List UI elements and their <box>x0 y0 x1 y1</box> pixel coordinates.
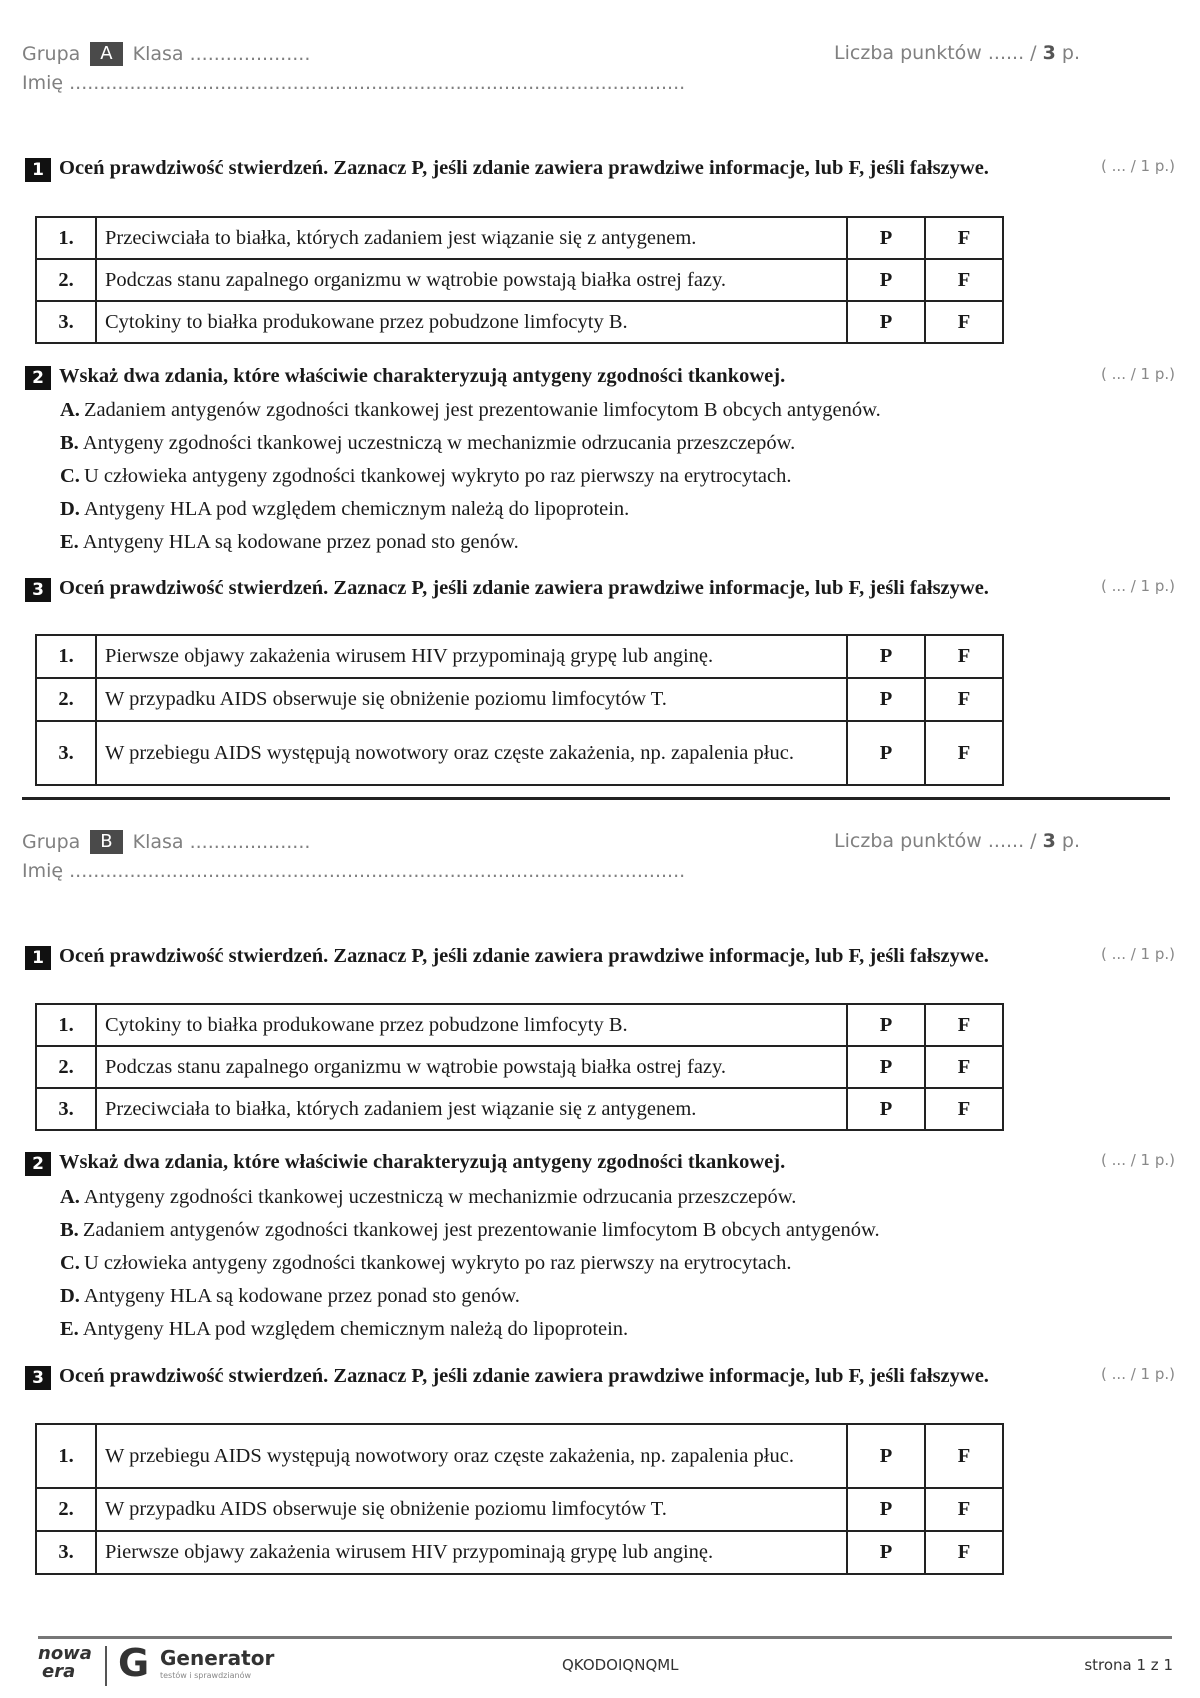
task-question: Oceń prawdziwość stwierdzeń. Zaznacz P, jeśli zdanie zawiera prawdziwe informacje, lub F, jeśli fałszywe. <box>59 945 989 967</box>
group-label: Grupa <box>22 43 81 65</box>
option-b[interactable]: B. Antygeny zgodności tkankowej uczestniczą w mechanizmie odrzucania przeszczepów. <box>60 432 796 454</box>
option-d[interactable]: D. Antygeny HLA są kodowane przez ponad sto genów. <box>60 1285 520 1307</box>
true-option[interactable]: P <box>847 635 925 678</box>
table-row: 2. W przypadku AIDS obserwuje się obniżenie poziomu limfocytów T. P F <box>36 678 1003 721</box>
table-row: 3. Pierwsze objawy zakażenia wirusem HIV przypominają grypę lub anginę. P F <box>36 1531 1003 1574</box>
class-field[interactable]: Klasa .................... <box>132 43 311 65</box>
option-d[interactable]: D. Antygeny HLA pod względem chemicznym należą do lipoprotein. <box>60 498 630 520</box>
class-field[interactable]: Klasa .................... <box>132 831 311 853</box>
table-row: 2. Podczas stanu zapalnego organizmu w wątrobie powstają białka ostrej fazy. P F <box>36 1046 1003 1088</box>
group-header <box>22 830 310 854</box>
task-number: 3 <box>25 1366 51 1390</box>
task-question: Oceń prawdziwość stwierdzeń. Zaznacz P, jeśli zdanie zawiera prawdziwe informacje, lub F, jeśli fałszywe. <box>59 157 989 179</box>
option-b[interactable]: B. Zadaniem antygenów zgodności tkankowej jest prezentowanie limfocytom B obcych antygenów. <box>60 1219 880 1241</box>
true-option[interactable]: P <box>847 301 925 343</box>
option-e[interactable]: E. Antygeny HLA są kodowane przez ponad sto genów. <box>60 531 519 553</box>
footer-divider <box>38 1636 1172 1639</box>
false-option[interactable]: F <box>925 301 1003 343</box>
table-row: 1. Cytokiny to białka produkowane przez pobudzone limfocyty B. P F <box>36 1004 1003 1046</box>
table-row: 1. Pierwsze objawy zakażenia wirusem HIV przypominają grypę lub anginę. P F <box>36 635 1003 678</box>
true-false-table <box>35 634 1004 786</box>
option-a[interactable]: A. Antygeny zgodności tkankowej uczestniczą w mechanizmie odrzucania przeszczepów. <box>60 1186 797 1208</box>
table-row: 3. Przeciwciała to białka, których zadaniem jest wiązanie się z antygenem. P F <box>36 1088 1003 1130</box>
true-option[interactable]: P <box>847 1488 925 1531</box>
false-option[interactable]: F <box>925 1424 1003 1488</box>
false-option[interactable]: F <box>925 1004 1003 1046</box>
true-option[interactable]: P <box>847 1531 925 1574</box>
task-points: ( ... / 1 p.) <box>1101 945 1175 963</box>
task-number: 2 <box>25 1152 51 1176</box>
score-field: Liczba punktów ...... / 3 p. <box>834 42 1080 64</box>
false-option[interactable]: F <box>925 259 1003 301</box>
logo-separator <box>105 1646 107 1686</box>
generator-logo-icon: G <box>118 1641 150 1685</box>
task-number: 3 <box>25 578 51 602</box>
task-number: 1 <box>25 158 51 182</box>
false-option[interactable]: F <box>925 217 1003 259</box>
group-badge: B <box>90 830 122 854</box>
table-row: 1. W przebiegu AIDS występują nowotwory oraz częste zakażenia, np. zapalenia płuc. P F <box>36 1424 1003 1488</box>
table-row: 3. W przebiegu AIDS występują nowotwory oraz częste zakażenia, np. zapalenia płuc. P F <box>36 721 1003 785</box>
true-option[interactable]: P <box>847 259 925 301</box>
option-c[interactable]: C. U człowieka antygeny zgodności tkankowej wykryto po raz pierwszy na erytrocytach. <box>60 1252 792 1274</box>
task-points: ( ... / 1 p.) <box>1101 1365 1175 1383</box>
task-question: Wskaż dwa zdania, które właściwie charakteryzują antygeny zgodności tkankowej. <box>59 1151 786 1173</box>
table-row: 1. Przeciwciała to białka, których zadaniem jest wiązanie się z antygenem. P F <box>36 217 1003 259</box>
task-points: ( ... / 1 p.) <box>1101 365 1175 383</box>
test-code: QKODOIQNQML <box>562 1656 679 1674</box>
true-option[interactable]: P <box>847 1088 925 1130</box>
task-question: Oceń prawdziwość stwierdzeń. Zaznacz P, jeśli zdanie zawiera prawdziwe informacje, lub F, jeśli fałszywe. <box>59 1365 989 1387</box>
option-e[interactable]: E. Antygeny HLA pod względem chemicznym należą do lipoprotein. <box>60 1318 629 1340</box>
group-label: Grupa <box>22 831 81 853</box>
false-option[interactable]: F <box>925 1488 1003 1531</box>
task-points: ( ... / 1 p.) <box>1101 1151 1175 1169</box>
table-row: 2. W przypadku AIDS obserwuje się obniżenie poziomu limfocytów T. P F <box>36 1488 1003 1531</box>
true-option[interactable]: P <box>847 1004 925 1046</box>
true-option[interactable]: P <box>847 1424 925 1488</box>
true-option[interactable]: P <box>847 721 925 785</box>
false-option[interactable]: F <box>925 1531 1003 1574</box>
page-number: strona 1 z 1 <box>1084 1656 1173 1674</box>
task-number: 1 <box>25 946 51 970</box>
task-question: Oceń prawdziwość stwierdzeń. Zaznacz P, jeśli zdanie zawiera prawdziwe informacje, lub F, jeśli fałszywe. <box>59 577 989 599</box>
generator-logo-subtitle: testów i sprawdzianów <box>160 1671 251 1680</box>
options-list <box>60 397 881 562</box>
option-c[interactable]: C. U człowieka antygeny zgodności tkankowej wykryto po raz pierwszy na erytrocytach. <box>60 465 792 487</box>
nowa-era-logo: nowa era <box>38 1643 92 1682</box>
task-question: Wskaż dwa zdania, które właściwie charakteryzują antygeny zgodności tkankowej. <box>59 365 786 387</box>
true-false-table <box>35 216 1004 344</box>
name-field[interactable]: Imię ...................................................................................................... <box>22 860 686 882</box>
task-number: 2 <box>25 366 51 390</box>
name-field[interactable]: Imię ...................................................................................................... <box>22 72 686 94</box>
task-points: ( ... / 1 p.) <box>1101 157 1175 175</box>
false-option[interactable]: F <box>925 1088 1003 1130</box>
true-option[interactable]: P <box>847 217 925 259</box>
table-row: 2. Podczas stanu zapalnego organizmu w wątrobie powstają białka ostrej fazy. P F <box>36 259 1003 301</box>
true-option[interactable]: P <box>847 1046 925 1088</box>
true-false-table <box>35 1003 1004 1131</box>
table-row: 3. Cytokiny to białka produkowane przez pobudzone limfocyty B. P F <box>36 301 1003 343</box>
true-false-table <box>35 1423 1004 1575</box>
group-divider <box>22 797 1170 800</box>
false-option[interactable]: F <box>925 635 1003 678</box>
generator-logo: Generator <box>160 1646 275 1670</box>
task-points: ( ... / 1 p.) <box>1101 577 1175 595</box>
option-a[interactable]: A. Zadaniem antygenów zgodności tkankowej jest prezentowanie limfocytom B obcych antygenów. <box>60 399 881 421</box>
options-list <box>60 1184 880 1349</box>
false-option[interactable]: F <box>925 1046 1003 1088</box>
false-option[interactable]: F <box>925 678 1003 721</box>
group-header <box>22 42 310 66</box>
group-badge: A <box>90 42 122 66</box>
false-option[interactable]: F <box>925 721 1003 785</box>
score-field: Liczba punktów ...... / 3 p. <box>834 830 1080 852</box>
true-option[interactable]: P <box>847 678 925 721</box>
